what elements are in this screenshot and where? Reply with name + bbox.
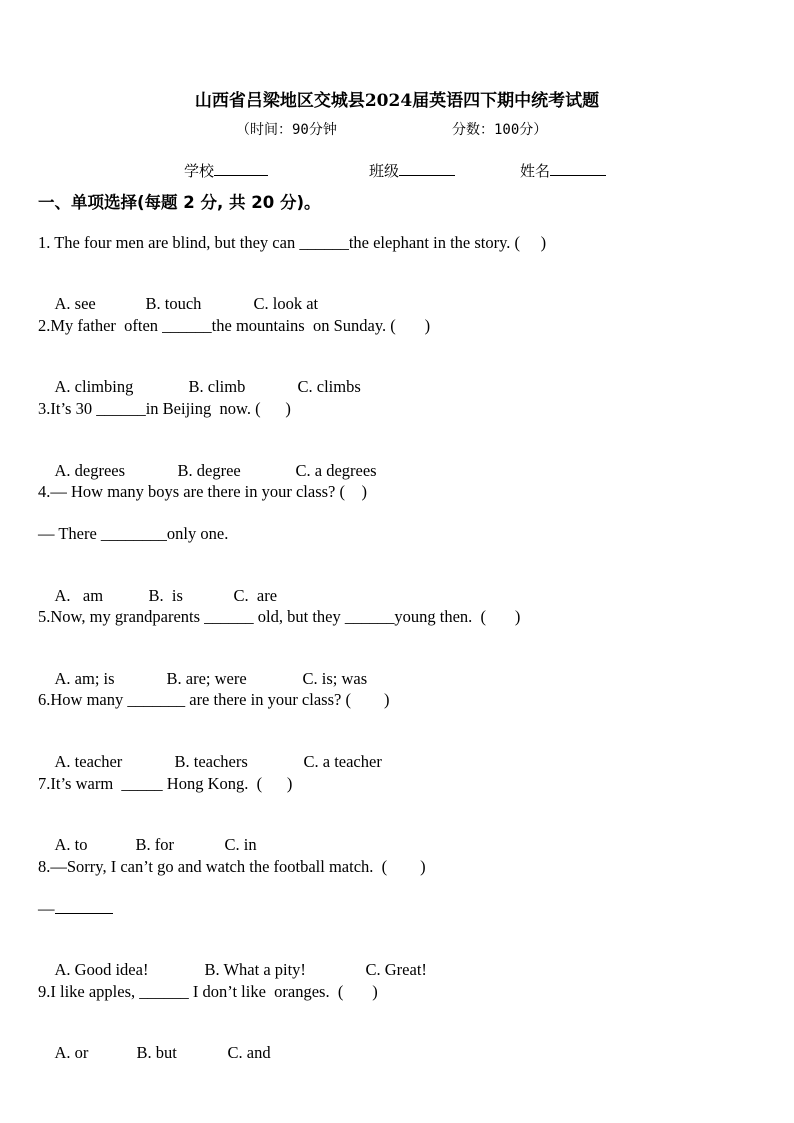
- option-c[interactable]: C. and: [227, 1043, 271, 1062]
- option-a[interactable]: A. to: [54, 835, 88, 854]
- question-stem: 5.Now, my grandparents ______ old, but they ______young then. ( ): [38, 607, 521, 626]
- school-field: [184, 160, 268, 181]
- option-a[interactable]: A. or: [54, 1043, 89, 1062]
- option-c[interactable]: C. Great!: [365, 960, 427, 979]
- question-stem: 6.How many _______ are there in your class? ( ): [38, 690, 390, 709]
- option-b[interactable]: B. What a pity!: [204, 960, 306, 979]
- option-a[interactable]: A. see: [54, 294, 96, 313]
- question-stem: 4.— How many boys are there in your class? ( ): [38, 482, 367, 501]
- school-label: 学校: [184, 162, 215, 180]
- option-c[interactable]: C. is; was: [302, 669, 368, 688]
- option-b[interactable]: B. but: [136, 1043, 177, 1062]
- option-a[interactable]: A. climbing: [54, 377, 134, 396]
- exam-time: （时间：90分钟: [236, 122, 337, 138]
- exam-title: 山西省吕梁地区交城县2024届英语四下期中统考试题: [194, 91, 600, 111]
- question-options: [38, 1023, 271, 1083]
- question-stem: 2.My father often ______the mountains on Sunday. ( ): [38, 316, 431, 335]
- question-stem: 9.I like apples, ______ I don’t like oranges. ( ): [38, 982, 378, 1001]
- option-a[interactable]: A. am; is: [54, 669, 115, 688]
- option-c[interactable]: C. climbs: [297, 377, 361, 396]
- option-a[interactable]: A. Good idea!: [54, 960, 149, 979]
- option-a[interactable]: A. teacher: [54, 752, 123, 771]
- name-field: [520, 160, 606, 181]
- question-stem: 7.It’s warm _____ Hong Kong. ( ): [38, 774, 293, 793]
- name-blank[interactable]: [550, 161, 606, 176]
- option-c[interactable]: C. are: [233, 586, 278, 605]
- section-heading: 一、单项选择(每题 2 分, 共 20 分)。: [38, 193, 321, 212]
- option-b[interactable]: B. is: [148, 586, 183, 605]
- option-b[interactable]: B. teachers: [174, 752, 248, 771]
- question-answer-line: — There ________only one.: [38, 524, 229, 543]
- exam-score: 分数：100分）: [452, 122, 548, 138]
- option-b[interactable]: B. climb: [188, 377, 246, 396]
- option-c[interactable]: C. a degrees: [295, 461, 377, 480]
- option-a[interactable]: A. am: [54, 586, 104, 605]
- option-c[interactable]: C. look at: [253, 294, 319, 313]
- question-answer-line: [38, 898, 113, 919]
- class-blank[interactable]: [399, 161, 455, 176]
- question-stem: 3.It’s 30 ______in Beijing now. ( ): [38, 399, 291, 418]
- school-blank[interactable]: [214, 161, 268, 176]
- answer-blank[interactable]: [55, 898, 113, 914]
- class-field: [369, 160, 455, 181]
- option-c[interactable]: C. a teacher: [303, 752, 382, 771]
- option-c[interactable]: C. in: [224, 835, 257, 854]
- name-label: 姓名: [520, 162, 551, 180]
- option-b[interactable]: B. touch: [145, 294, 202, 313]
- option-a[interactable]: A. degrees: [54, 461, 126, 480]
- question-stem: 8.—Sorry, I can’t go and watch the football match. ( ): [38, 857, 426, 876]
- option-b[interactable]: B. degree: [177, 461, 241, 480]
- class-label: 班级: [369, 162, 400, 180]
- question-stem: 1. The four men are blind, but they can ______the elephant in the story. ( ): [38, 233, 547, 252]
- option-b[interactable]: B. are; were: [166, 669, 247, 688]
- option-b[interactable]: B. for: [135, 835, 174, 854]
- dialogue-dash: —: [38, 899, 55, 918]
